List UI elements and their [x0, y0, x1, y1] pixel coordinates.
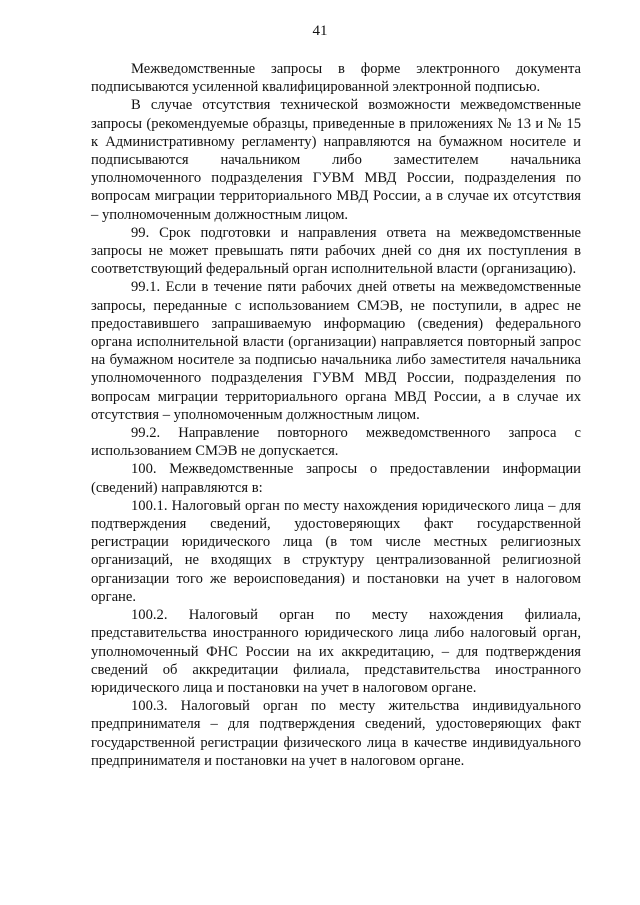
- paragraph-100-2: 100.2. Налоговый орган по месту нахождения филиала, представительства иностранного юридического лица либо налоговый орган, уполномоченный ФНС России на их аккредитацию, – для подтверждения сведений об аккредитации филиала, представительства иностранного юридического лица и постановки на учет в налоговом органе.: [91, 607, 581, 696]
- page-number: 41: [312, 23, 328, 39]
- paragraph-99-1: 99.1. Если в течение пяти рабочих дней ответы на межведомственные запросы, переданные с использованием СМЭВ, не поступили, в адрес не предоставившего запрашиваемую информацию (сведения) федерального органа исполнительной власти (организации) направляется повторный запрос на бумажном носителе за подписью начальника либо заместителя начальника уполномоченного подразделения ГУВМ МВД России, подразделения по вопросам миграции территориального органа МВД России, а в случае их отсутствия – уполномоченным должностным лицом.: [91, 279, 581, 423]
- paragraph-100-1: 100.1. Налоговый орган по месту нахождения юридического лица – для подтверждения сведений, удостоверяющих факт государственной регистрации юридического лица (в том числе местных религиозных организаций, не входящих в структуру централизованной религиозной организации того же вероисповедания) и постановки на учет в налоговом органе.: [91, 497, 581, 605]
- paragraph-99-2: 99.2. Направление повторного межведомственного запроса с использованием СМЭВ не допускается.: [91, 425, 581, 460]
- paragraph-99: 99. Срок подготовки и направления ответа на межведомственные запросы не может превышать пяти рабочих дней со дня их поступления в соответствующий федеральный орган исполнительной власти (организацию).: [91, 224, 581, 278]
- paragraph-100-3: 100.3. Налоговый орган по месту жительства индивидуального предпринимателя – для подтверждения сведений, удостоверяющих факт государственной регистрации физического лица в качестве индивидуального предпринимателя и постановки на учет в налоговом органе.: [91, 698, 581, 769]
- paragraph-paper-requests: В случае отсутствия технической возможности межведомственные запросы (рекомендуемые образцы, приведенные в приложениях № 13 и № 15 к Административному регламенту) направляются на бумажном носителе и подписываются начальником либо заместителем начальника уполномоченного подразделения ГУВМ МВД России, подразделения по вопросам миграции территориального МВД России, а в случае их отсутствия – уполномоченным должностным лицом.: [91, 97, 581, 223]
- document-body: [91, 60, 581, 770]
- paragraph-100: 100. Межведомственные запросы о предоставлении информации (сведений) направляются в:: [91, 461, 581, 496]
- paragraph-electronic-signature: Межведомственные запросы в форме электронного документа подписываются усиленной квалифицированной электронной подписью.: [91, 61, 581, 96]
